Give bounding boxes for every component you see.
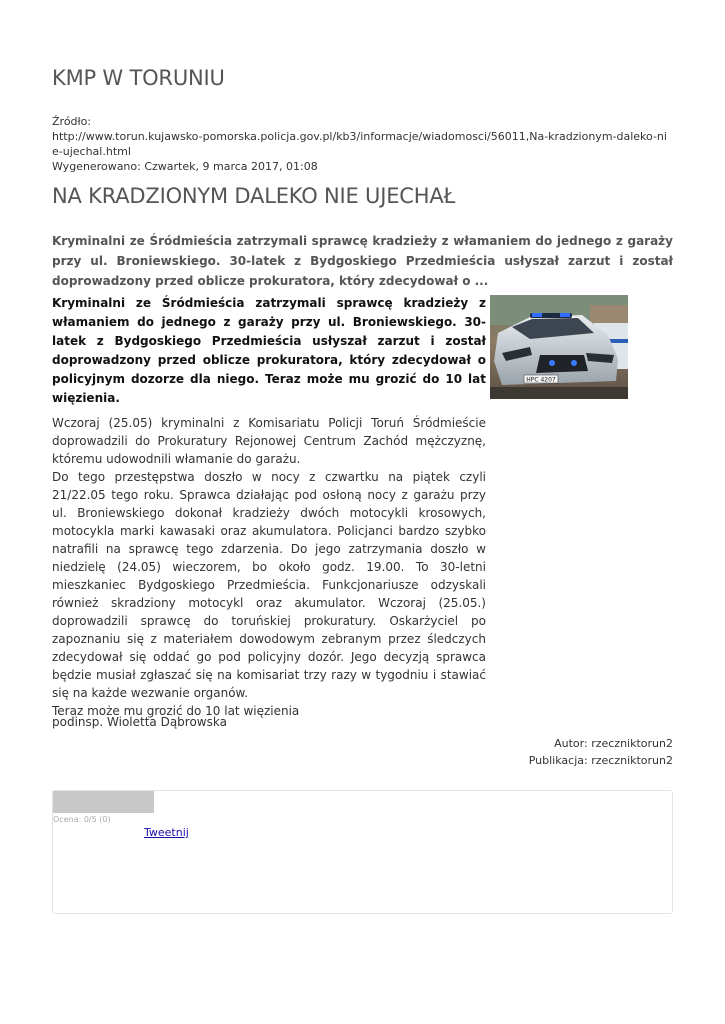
signature: podinsp. Wioletta Dąbrowska (52, 715, 227, 729)
generated-date: Wygenerowano: Czwartek, 9 marca 2017, 01:08 (52, 160, 318, 173)
source-label: Źródło: (52, 115, 92, 128)
article-title: NA KRADZIONYM DALEKO NIE UJECHAŁ (52, 184, 456, 208)
site-title: KMP W TORUNIU (52, 66, 225, 90)
article-lead: Kryminalni ze Śródmieścia zatrzymali sprawcę kradzieży z włamaniem do jednego z garaży przy ul. Broniewskiego. 30-latek z Bydgoskiego Przedmieścia usłyszał zarzut i został doprowadzony przed oblicze prokuratora, który zdecydował o ... (52, 234, 673, 288)
publication: Publikacja: rzeczniktorun2 (528, 754, 673, 767)
article-paragraph: Do tego przestępstwa doszło w nocy z czwartku na piątek czyli 21/22.05 tego roku. Sprawca działając pod osłoną nocy z garażu przy ul. Broniewskiego dokonał kradzieży dwóch motocykli krosowych, motocykla marki kawasaki oraz akumulatora. Policjanci bardzo szybko natrafili na sprawcę tego zdarzenia. Do jego zatrzymania doszło w niedzielę (24.05) wieczorem, bo około godz. 19.00. To 30-letni mieszkaniec Bydgoskiego Przedmieścia. Funkcjonariusze odzyskali również skradziony motocykl oraz akumulator. Wczoraj (25.05.) doprowadzili sprawcę do toruńskiej prokuratury. Oskarżyciel po zapoznaniu się z materiałem dowodowym zebranym przez śledczych zdecydował się oddać go pod policyjny dozór. Jego decyzją sprawca będzie musiał zgłaszać się na komisariat trzy razy w tygodniu i stawiać się na każde wezwanie organów. (52, 470, 486, 700)
tweet-link[interactable]: Tweetnij (144, 826, 189, 839)
source-url: http://www.torun.kujawsko-pomorska.policja.gov.pl/kb3/informacje/wiadomosci/56011,Na-kradzionym-daleko-nie-ujechal.html (52, 130, 667, 158)
rating-widget[interactable] (53, 791, 154, 813)
social-box (52, 790, 673, 914)
author: Autor: rzeczniktorun2 (554, 737, 673, 750)
license-plate: HPC 4207 (526, 376, 556, 384)
rating-label: Ocena: 0/5 (0) (53, 815, 111, 824)
article-paragraph: Wczoraj (25.05) kryminalni z Komisariatu Policji Toruń Śródmieście doprowadzili do Prokuratury Rejonowej Centrum Zachód mężczyznę, któremu udowodnili włamanie do garażu. (52, 416, 486, 466)
police-car-photo (490, 295, 628, 399)
credits (529, 735, 673, 769)
article-intro: Kryminalni ze Śródmieścia zatrzymali sprawcę kradzieży z włamaniem do jednego z garaży przy ul. Broniewskiego. 30-latek z Bydgoskiego Przedmieścia usłyszał zarzut i został doprowadzony przed oblicze prokuratora, który zdecydował o policyjnym dozorze dla niego. Teraz może mu grozić do 10 lat więzienia. (52, 296, 486, 405)
article-paragraph: Teraz może mu grozić do 10 lat więzienia (52, 704, 300, 718)
source-meta (52, 114, 672, 174)
article-body (52, 414, 486, 720)
